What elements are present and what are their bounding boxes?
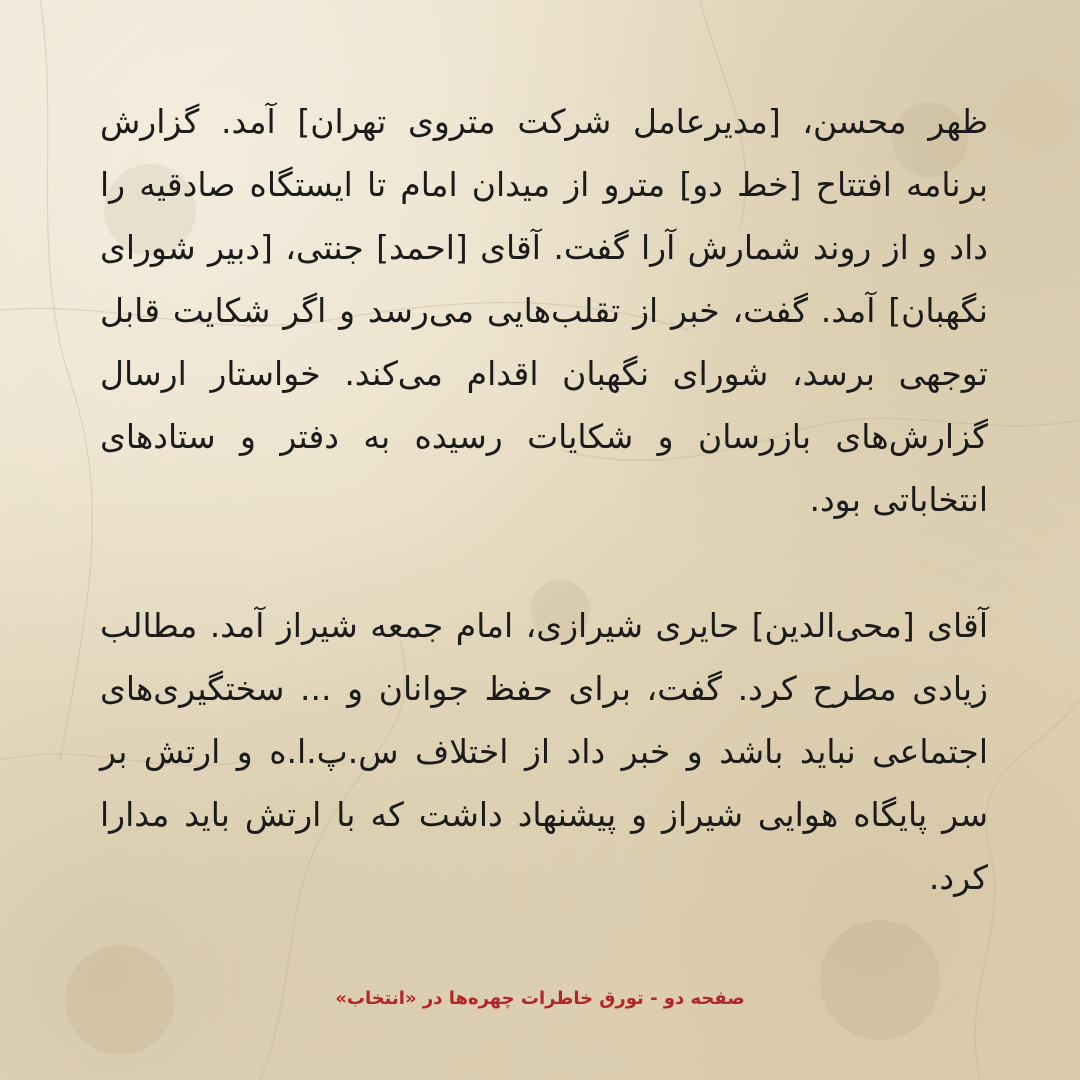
document-body bbox=[100, 90, 988, 909]
page-caption: صفحه دو - تورق خاطرات چهره‌ها در «انتخاب» bbox=[335, 988, 745, 1009]
paragraph-1: ظهر محسن، [مدیرعامل شرکت متروی تهران] آمد. گزارش برنامه افتتاح [خط دو] مترو از میدان امام تا ایستگاه صادقیه را داد و از روند شمارش آرا گفت. آقای [احمد] جنتی، [دبیر شورای نگهبان] آمد. گفت، خبر از تقلب‌هایی می‌رسد و اگر شکایت قابل توجهی برسد، شورای نگهبان اقدام می‌کند. خواستار ارسال گزارش‌های بازرسان و شکایات رسیده به دفتر و ستادهای انتخاباتی بود. bbox=[100, 102, 988, 519]
paragraph-2: آقای [محی‌الدین] حایری شیرازی، امام جمعه شیراز آمد. مطالب زیادی مطرح کرد. گفت، برای حفظ جوانان و ... سختگیری‌های اجتماعی نباید باشد و خبر داد از اختلاف س.پ.ا.ه و ارتش بر سر پایگاه هوایی شیراز و پیشنهاد داشت که با ارتش باید مدارا کرد. bbox=[100, 606, 988, 897]
